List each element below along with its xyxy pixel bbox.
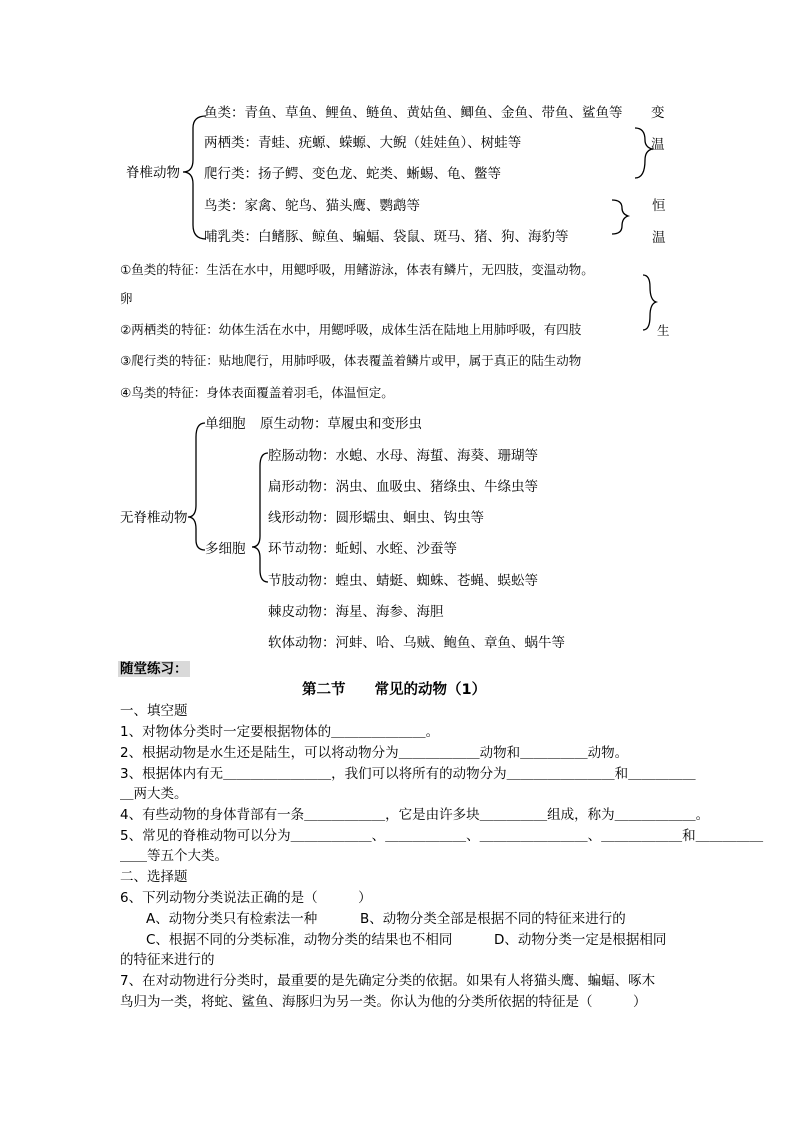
section-multiple-choice: 二、选择题 <box>120 869 188 885</box>
question-5: 5、常见的脊椎动物可以分为＿＿＿＿＿＿、＿＿＿＿＿＿、＿＿＿＿＿＿＿＿、＿＿＿＿＿＿和＿＿＿＿＿ <box>120 828 764 844</box>
amphibian-feature: ②两栖类的特征：幼体生活在水中，用鳃呼吸，成体生活在陆地上用肺呼吸，有四肢 <box>120 322 582 337</box>
question-7-cont: 鸟归为一类，将蛇、鲨鱼、海豚归为另一类。你认为他的分类所依据的特征是（ ） <box>120 994 647 1010</box>
question-2: 2、根据动物是水生还是陆生，可以将动物分为＿＿＿＿＿＿动物和＿＿＿＿＿动物。 <box>120 745 629 761</box>
question-4: 4、有些动物的身体背部有一条＿＿＿＿＿＿，它是由许多块＿＿＿＿＿组成，称为＿＿＿＿＿＿。 <box>120 807 710 823</box>
cold-blooded-char-2: 温 <box>651 137 665 153</box>
vertebrate-label: 脊椎动物 <box>126 165 180 181</box>
reptile-feature: ③爬行类的特征：贴地爬行，用肺呼吸，体表覆盖着鳞片或甲，属于真正的陆生动物 <box>120 353 582 368</box>
single-cell-label: 单细胞 <box>205 416 246 432</box>
reptile-class: 爬行类：扬子鳄、变色龙、蛇类、蜥蜴、龟、鳖等 <box>204 166 501 182</box>
option-b: B、动物分类全部是根据不同的特征来进行的 <box>360 911 626 927</box>
invertebrate-label: 无脊椎动物 <box>120 510 188 526</box>
bird-feature: ④鸟类的特征：身体表面覆盖着羽毛，体温恒定。 <box>120 385 394 400</box>
cold-blooded-char-1: 变 <box>651 105 665 121</box>
question-7: 7、在对动物进行分类时，最重要的是先确定分类的依据。如果有人将猫头鹰、蝙蝠、啄木 <box>120 973 656 989</box>
bird-class: 鸟类：家禽、鸵鸟、猫头鹰、鹦鹉等 <box>204 198 420 214</box>
oviparous-brace <box>643 275 656 330</box>
section-fill-blank: 一、填空题 <box>120 703 188 719</box>
question-3-cont: ＿两大类。 <box>120 786 188 802</box>
oviparous-egg: 卵 <box>120 291 133 306</box>
option-d-cont: 的特征来进行的 <box>120 952 215 968</box>
question-3: 3、根据体内有无＿＿＿＿＿＿＿＿，我们可以将所有的动物分为＿＿＿＿＿＿＿＿和＿＿＿＿＿ <box>120 766 696 782</box>
option-a: A、动物分类只有检索法一种 <box>146 911 318 927</box>
warm-blooded-char-2: 温 <box>652 230 666 246</box>
cold-blooded-brace <box>635 128 652 178</box>
protozoa: 原生动物：草履虫和变形虫 <box>260 416 422 432</box>
option-c: C、根据不同的分类标准，动物分类的结果也不相同 <box>146 932 453 948</box>
practice-heading: 随堂练习： <box>120 661 188 677</box>
flatworms: 扁形动物：涡虫、血吸虫、猪绦虫、牛绦虫等 <box>268 479 538 495</box>
invertebrate-brace <box>188 423 205 550</box>
roundworms: 线形动物：圆形蠕虫、蛔虫、钩虫等 <box>268 510 484 526</box>
mammal-class: 哺乳类：白鳍豚、鲸鱼、蝙蝠、袋鼠、斑马、猪、狗、海豹等 <box>204 229 569 245</box>
vertebrate-brace <box>183 116 206 239</box>
question-6: 6、下列动物分类说法正确的是（ ） <box>120 890 372 906</box>
practice-heading-wrap <box>118 660 190 678</box>
warm-blooded-brace <box>612 200 628 234</box>
question-5-cont: ＿＿等五个大类。 <box>120 848 228 864</box>
multi-cell-label: 多细胞 <box>205 541 246 557</box>
annelids: 环节动物：蚯蚓、水蛭、沙蚕等 <box>268 541 457 557</box>
fish-feature: ①鱼类的特征：生活在水中，用鳃呼吸，用鳍游泳，体表有鳞片，无四肢，变温动物。 <box>120 262 594 277</box>
page-title: 第二节 常见的动物（1） <box>302 682 487 698</box>
fish-class: 鱼类：青鱼、草鱼、鲤鱼、鲢鱼、黄姑鱼、鲫鱼、金鱼、带鱼、鲨鱼等 <box>204 105 623 121</box>
amphibian-class: 两栖类：青蛙、疣螈、蝾螈、大鲵（娃娃鱼）、树蛙等 <box>204 135 522 151</box>
option-d: D、动物分类一定是根据相同 <box>494 932 667 948</box>
question-1: 1、对物体分类时一定要根据物体的＿＿＿＿＿＿＿。 <box>120 724 440 740</box>
oviparous-sheng: 生 <box>657 323 670 338</box>
coelenterates: 腔肠动物：水螅、水母、海蜇、海葵、珊瑚等 <box>268 448 538 464</box>
molluscs: 软体动物：河蚌、哈、乌贼、鲍鱼、章鱼、蜗牛等 <box>268 635 565 651</box>
arthropods: 节肢动物：蝗虫、蜻蜓、蜘蛛、苍蝇、蜈蚣等 <box>268 573 538 589</box>
echinoderms: 棘皮动物：海星、海参、海胆 <box>268 604 444 620</box>
multicellular-brace <box>252 453 268 582</box>
warm-blooded-char-1: 恒 <box>652 198 666 214</box>
